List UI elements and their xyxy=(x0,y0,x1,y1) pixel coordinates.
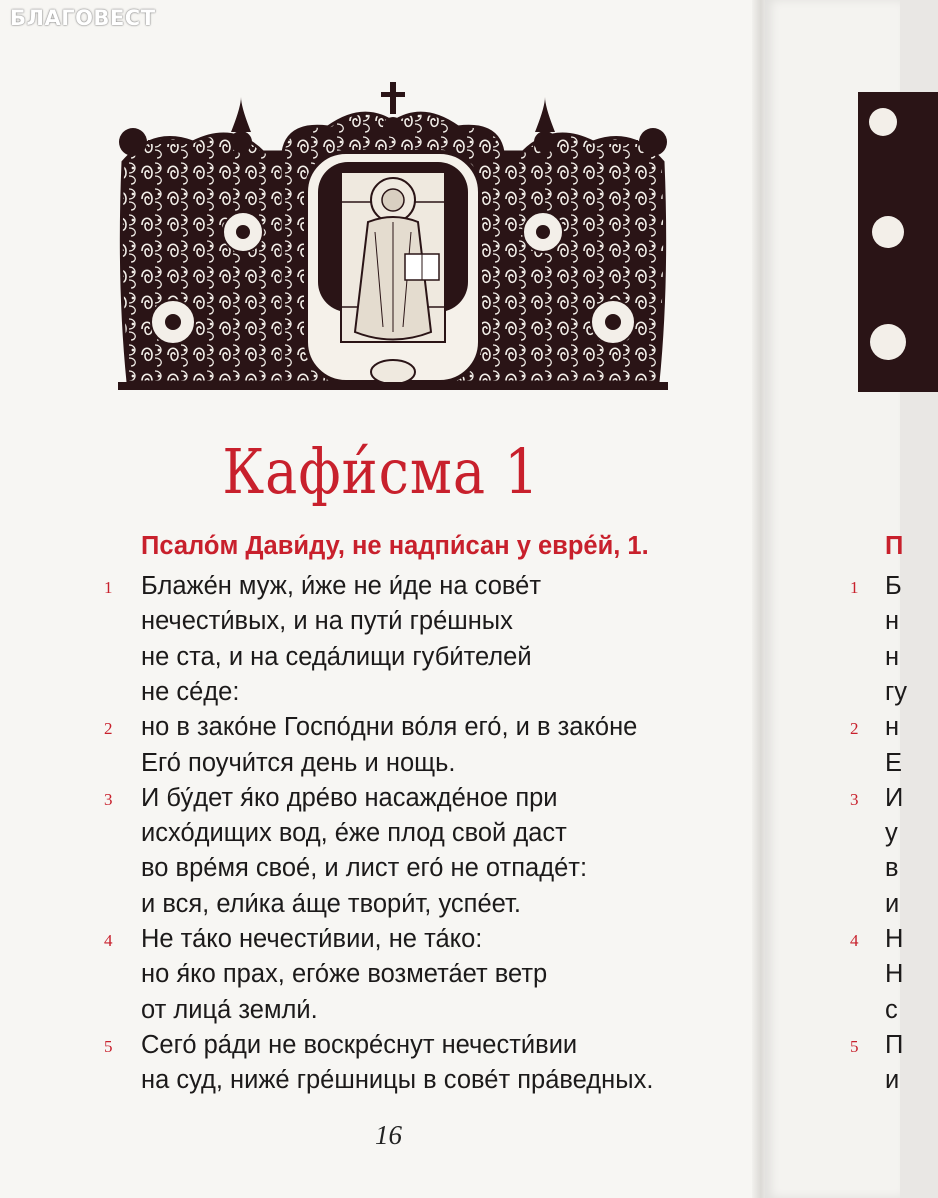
right-page-psalm-heading: П xyxy=(885,532,904,560)
right-verse-line: Н xyxy=(885,960,904,989)
right-verse-number: 1 xyxy=(850,578,859,597)
right-headpiece-fragment xyxy=(858,92,938,402)
right-verse-number: 4 xyxy=(850,931,859,950)
page-number: 16 xyxy=(375,1120,402,1150)
verse-line: и вся, ели́ка а́ще твори́т, успе́ет. xyxy=(141,889,521,918)
verse-line: не ста, и на седа́лищи губи́телей xyxy=(141,642,532,671)
verse-line: Сего́ ра́ди не воскре́снут нечести́вии xyxy=(141,1030,578,1059)
psalm-heading: Псало́м Дави́ду, не надпи́сан у евре́й, 1. xyxy=(141,532,649,560)
right-verse-line: н xyxy=(885,607,900,636)
verse-line: но в зако́не Госпо́дни во́ля его́, и в зако́не xyxy=(141,713,638,742)
right-verse-line: н xyxy=(885,642,900,671)
right-verse-line: н xyxy=(885,713,900,742)
right-verse-line: в xyxy=(885,854,899,883)
right-verse-number: 2 xyxy=(850,719,859,739)
verse-line: исхо́дищих вод, е́же плод свой даст xyxy=(141,819,567,848)
verse-line: но я́ко прах, его́же возмета́ет ветр xyxy=(141,960,548,989)
right-verse-line: Н xyxy=(885,925,904,953)
right-verse-line: с xyxy=(885,995,898,1024)
watermark-logo: БЛАГОВЕСТ xyxy=(10,6,156,30)
ornamental-headpiece xyxy=(113,82,673,400)
right-verse-line: Е xyxy=(885,748,903,777)
right-verse-line: и xyxy=(885,889,900,918)
verse-number: 4 xyxy=(104,931,113,950)
verse-line: от лица́ земли́. xyxy=(141,995,318,1024)
verse-number: 2 xyxy=(104,719,113,739)
verse-line: Его́ поучи́тся день и нощь. xyxy=(141,748,456,777)
right-verse-number: 3 xyxy=(850,789,859,809)
right-verse-line: гу xyxy=(885,677,908,706)
right-verse-line: и xyxy=(885,1066,900,1095)
verse-number: 3 xyxy=(104,789,113,809)
kathisma-title: Кафи́сма 1 xyxy=(222,435,540,508)
verse-line: Не та́ко нечести́вии, не та́ко: xyxy=(141,925,483,953)
right-verse-line: И xyxy=(885,783,904,812)
verse-line: Блаже́н муж, и́же не и́де на сове́т xyxy=(141,572,541,600)
right-verse-line: Б xyxy=(885,572,902,600)
verse-number: 1 xyxy=(104,578,113,597)
verse-line: И бу́дет я́ко дре́во насажде́ное при xyxy=(141,783,558,812)
right-verse-number: 5 xyxy=(850,1036,859,1056)
verse-line: на суд, ниже́ гре́шницы в сове́т пра́ведных. xyxy=(141,1066,654,1095)
right-verse-line: П xyxy=(885,1030,904,1059)
right-page xyxy=(765,0,908,1198)
verse-number: 5 xyxy=(104,1036,113,1056)
right-verse-line: у xyxy=(885,819,898,848)
verse-line: нечести́вых, и на пути́ гре́шных xyxy=(141,607,513,636)
verse-line: во вре́мя свое́, и лист его́ не отпаде́т: xyxy=(141,854,588,883)
verse-line: не се́де: xyxy=(141,677,240,706)
